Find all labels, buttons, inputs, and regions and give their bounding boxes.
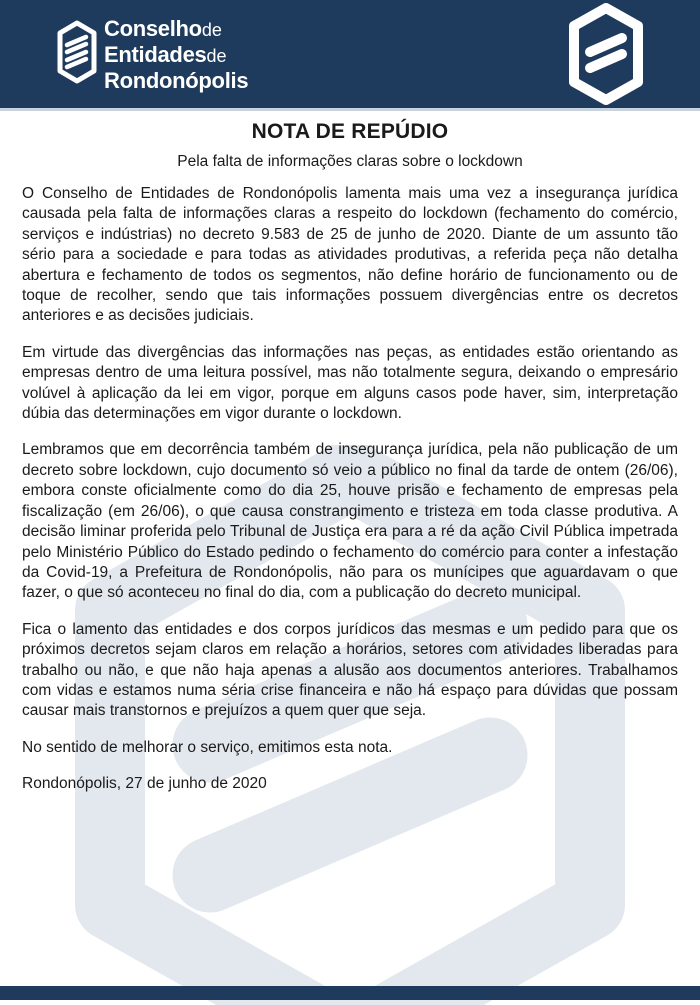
logo-word-conselho: Conselho <box>104 16 202 41</box>
logo-word-rondonopolis: Rondonópolis <box>104 68 249 93</box>
closing-statement: No sentido de melhorar o serviço, emitimos esta nota. <box>22 738 393 756</box>
logo-word-de-2: de <box>206 46 227 66</box>
paragraph-1: O Conselho de Entidades de Rondonópolis lamenta mais uma vez a insegurança jurídica causada pela falta de informações claras a respeito do lockdown (fechamento do comércio, serviços e indústrias) no decreto 9.583 de 25 de junho de 2020. Diante de um assunto tão sério para a sociedade e para todas as atividades produtivas, a referida peça não detalha abertura e fechamento de todos os segmentos, não define horário de funcionamento ou de toque de recolher, sendo que tais informações possuem divergências entre os decretos anteriores e as decisões judiciais. <box>22 185 678 325</box>
header-banner <box>0 0 700 108</box>
paragraph-2: Em virtude das divergências das informações nas peças, as entidades estão orientando as empresas dentro de uma leitura possível, mas não totalmente segura, deixando o empresário volúvel à aplicação da lei em vigor, porque em alguns casos pode haver, sim, interpretação dúbia das determinações em vigor durante o lockdown. <box>22 343 678 423</box>
page-title: NOTA DE REPÚDIO <box>251 120 449 143</box>
place-date: Rondonópolis, 27 de junho de 2020 <box>22 775 267 793</box>
footer-bar <box>0 986 700 1000</box>
council-logo-icon <box>56 20 98 84</box>
paragraph-4: Fica o lamento das entidades e dos corpos jurídicos das mesmas e um pedido para que os próximos decretos sejam claros em relação a horários, setores com atividades liberadas para trabalho ou não, e que não haja apenas a alusão aos documentos anteriores. Trabalhamos com vidas e estamos numa séria crise financeira e não há espaço para dúvidas que possam causar mais transtornos e prejuízos a quem quer que seja. <box>22 620 678 720</box>
page-subtitle: Pela falta de informações claras sobre o lockdown <box>177 153 523 170</box>
logo-word-de-1: de <box>201 20 222 40</box>
header-divider <box>0 108 700 111</box>
council-logo-text <box>104 17 248 95</box>
document-body <box>22 118 678 795</box>
paragraph-3: Lembramos que em decorrência também de insegurança jurídica, pela não publicação de um decreto sobre lockdown, cujo documento só veio a público no final da tarde de ontem (26/06), embora conste oficialmente como do dia 25, houve prisão e fechamento de empresas pela fiscalização (em 26/06), o que causa constrangimento e tristeza em toda classe produtiva. A decisão liminar proferida pelo Tribunal de Justiça era para a ré da ação Civil Pública impetrada pelo Ministério Público do Estado pedindo o fechamento do comércio para conter a infestação da Covid-19, a Prefeitura de Rondonópolis, não para os munícipes que aguardavam o que fazer, o que só aconteceu no final do dia, com a publicação do decreto municipal. <box>22 441 678 602</box>
logo-word-entidades: Entidades <box>104 42 207 67</box>
hexagon-emblem-icon <box>566 0 646 108</box>
